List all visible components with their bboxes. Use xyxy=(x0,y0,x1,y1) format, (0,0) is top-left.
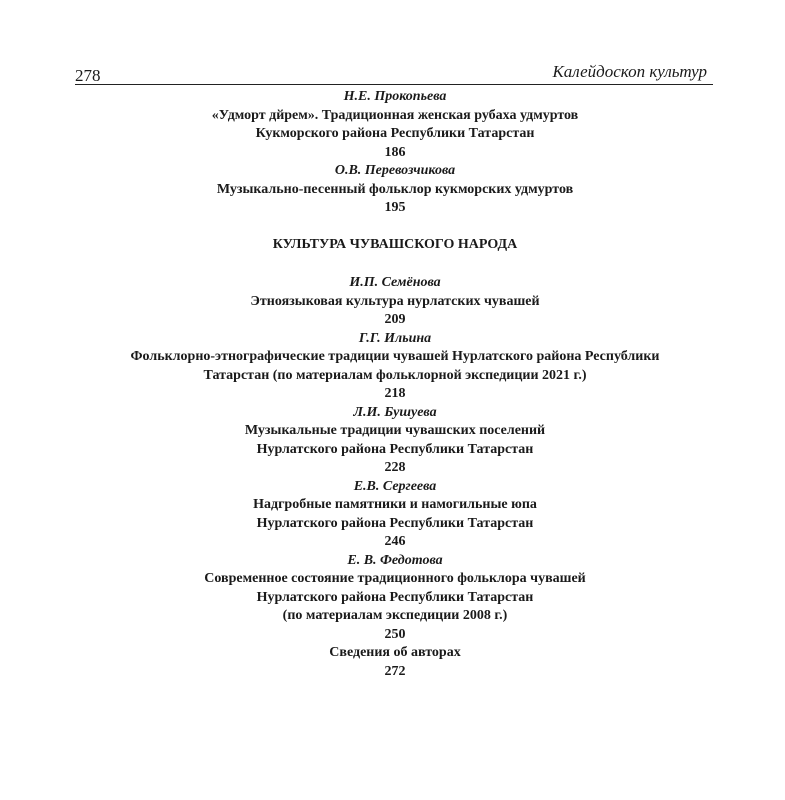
toc-entry-title-line: Музыкально-песенный фольклор кукморских удмуртов xyxy=(216,181,574,197)
toc-entry xyxy=(70,88,720,162)
toc-entry-page: 186 xyxy=(384,144,406,160)
toc-entry-page: 250 xyxy=(384,626,406,642)
toc-entry-author: Н.Е. Прокопьева xyxy=(343,89,447,104)
page-number: 278 xyxy=(75,66,101,85)
toc-entry-author: О.В. Перевозчикова xyxy=(334,163,456,178)
toc-entry xyxy=(70,552,720,645)
toc-entry-title-line: Музыкальные традиции чувашских поселений xyxy=(244,423,546,438)
toc-entry xyxy=(70,478,720,552)
running-title: Калейдоскоп культур xyxy=(552,62,707,81)
toc-entry-title-line: Современное состояние традиционного фольклора чувашей xyxy=(204,571,586,586)
toc-entry-title-line: Нурлатского района Республики Татарстан xyxy=(256,441,534,457)
toc-entry-authors-info xyxy=(70,644,720,681)
toc-entry-title-line: Сведения об авторах xyxy=(329,645,461,660)
toc-entry-page: 246 xyxy=(384,534,406,549)
toc-entry xyxy=(70,330,720,404)
toc-entry-page: 218 xyxy=(384,386,406,401)
toc-entry-author: Е. В. Федотова xyxy=(347,552,443,568)
toc-entry-author: И.П. Семёнова xyxy=(349,275,441,290)
toc-entry-page: 209 xyxy=(384,312,406,327)
section-heading: КУЛЬТУРА ЧУВАШСКОГО НАРОДА xyxy=(272,236,518,252)
toc-entry-page: 272 xyxy=(384,663,406,679)
toc-entry-title-line: Этноязыковая культура нурлатских чувашей xyxy=(250,293,540,309)
toc-entry-page: 228 xyxy=(384,460,406,475)
toc-entry-title-line: Нурлатского района Республики Татарстан xyxy=(256,589,534,605)
toc-entry-author: Г.Г. Ильина xyxy=(358,330,432,346)
toc-entry-author: Л.И. Бушуева xyxy=(353,404,437,420)
toc-entry-title-line: Нурлатского района Республики Татарстан xyxy=(256,515,534,531)
toc-entry-author: Е.В. Сергеева xyxy=(353,478,437,494)
toc-entry xyxy=(70,162,720,218)
toc-entry-title-line: Татарстан (по материалам фольклорной экспедиции 2021 г.) xyxy=(203,367,587,383)
table-of-contents xyxy=(70,88,720,681)
toc-entry xyxy=(70,404,720,478)
toc-entry-title-line: Надгробные памятники и намогильные юпа xyxy=(253,497,537,512)
toc-entry-page: 195 xyxy=(384,200,406,215)
toc-entry-title-line: (по материалам экспедиции 2008 г.) xyxy=(282,608,508,623)
toc-entry xyxy=(70,274,720,330)
toc-entry-title-line: Кукморского района Республики Татарстан xyxy=(255,126,535,141)
toc-entry-title-line: «Удморт дйрем». Традиционная женская рубаха удмуртов xyxy=(211,107,579,123)
toc-entry-title-line: Фольклорно-этнографические традиции чувашей Нурлатского района Республики xyxy=(130,349,660,364)
page-header xyxy=(75,60,713,85)
